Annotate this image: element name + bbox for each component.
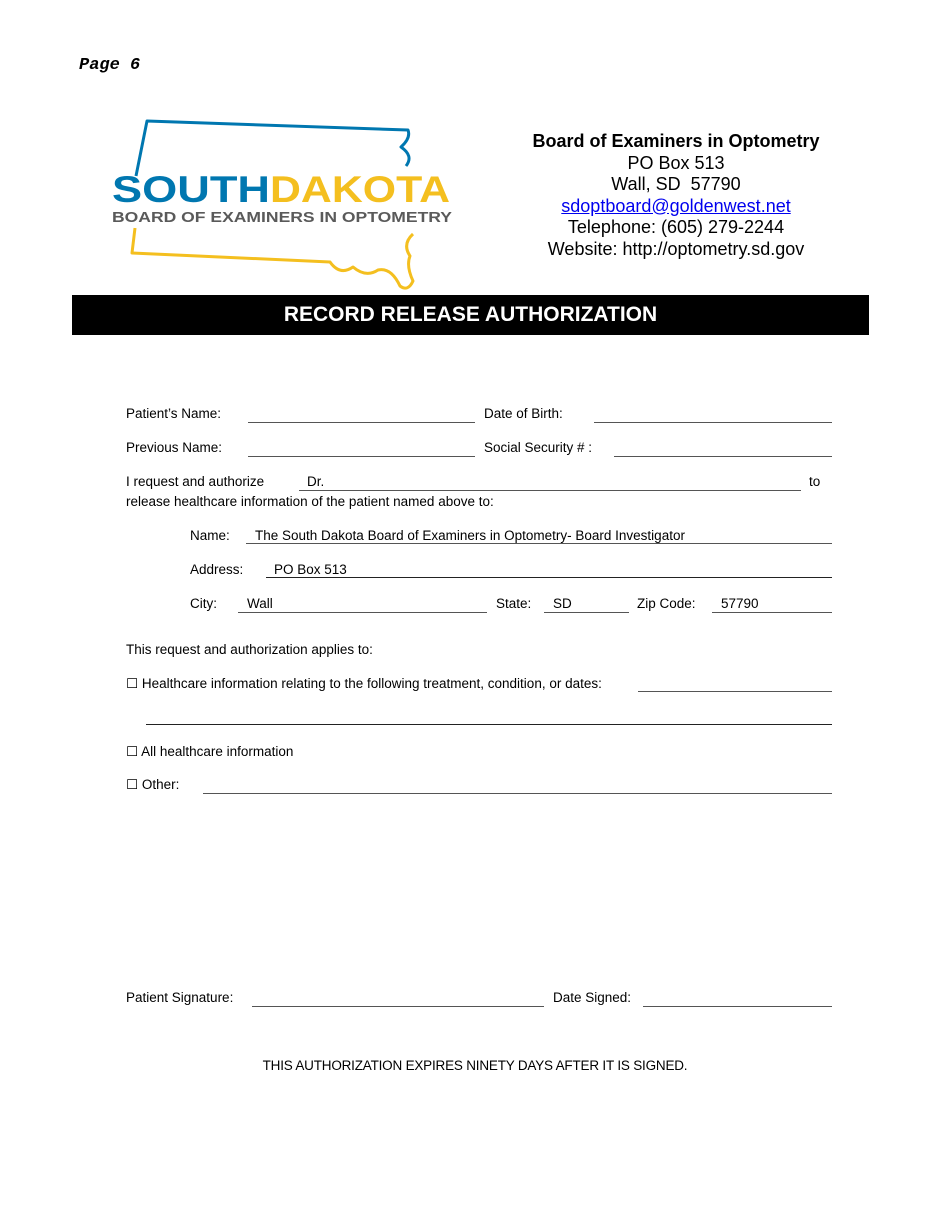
treatment-checkbox-option[interactable]: ☐ Healthcare information relating to the following treatment, condition, or dates: (126, 676, 602, 691)
website: Website: http://optometry.sd.gov (547, 238, 805, 259)
dob-field[interactable] (594, 422, 832, 423)
logo-word-dakota: DAKOTA (270, 169, 450, 210)
zip-field[interactable] (712, 612, 832, 613)
form-title-banner: RECORD RELEASE AUTHORIZATION (72, 295, 869, 335)
doctor-value: Dr. (307, 474, 325, 489)
date-signed-label: Date Signed: (553, 990, 632, 1005)
signature-label: Patient Signature: (126, 990, 234, 1005)
treatment-field[interactable] (638, 691, 832, 692)
zip-value: 57790 (721, 596, 759, 611)
recipient-name-value: The South Dakota Board of Examiners in Optometry- Board Investigator (255, 528, 685, 543)
date-signed-field[interactable] (643, 1006, 832, 1007)
patient-name-label: Patient’s Name: (126, 406, 222, 421)
doctor-field[interactable] (299, 490, 801, 491)
state-outline-logo-graphic (108, 116, 458, 294)
applies-text: This request and authorization applies to: (126, 642, 373, 657)
all-info-checkbox-option[interactable]: ☐ All healthcare information (126, 744, 294, 759)
ssn-label: Social Security # : (484, 440, 593, 455)
signature-field[interactable] (252, 1006, 544, 1007)
city-label: City: (190, 596, 217, 611)
city-state-zip: Wall, SD 57790 (611, 174, 741, 194)
ssn-field[interactable] (614, 456, 832, 457)
telephone: Telephone: (605) 279-2244 (567, 217, 785, 237)
south-dakota-logo (108, 116, 458, 294)
state-field[interactable] (544, 612, 629, 613)
treatment-field-continued[interactable] (146, 724, 832, 725)
contact-block (520, 131, 832, 260)
board-name: Board of Examiners in Optometry (532, 131, 820, 151)
state-label: State: (496, 596, 532, 611)
dob-label: Date of Birth: (484, 406, 563, 421)
other-checkbox-option[interactable]: ☐ Other: (126, 777, 180, 792)
city-value: Wall (247, 596, 273, 611)
address-field[interactable] (266, 577, 832, 578)
email-link[interactable]: sdoptboard@goldenwest.net (561, 195, 791, 216)
release-text: release healthcare information of the patient named above to: (126, 494, 494, 509)
zip-label: Zip Code: (637, 596, 696, 611)
po-box: PO Box 513 (627, 152, 725, 173)
state-value: SD (553, 596, 572, 611)
page-number: Page 6 (79, 56, 141, 75)
address-value: PO Box 513 (274, 562, 347, 577)
other-field[interactable] (203, 793, 832, 794)
recipient-name-label: Name: (190, 528, 230, 543)
expiration-notice: THIS AUTHORIZATION EXPIRES NINETY DAYS AFTER IT IS SIGNED. (262, 1058, 688, 1073)
to-label: to (809, 474, 821, 489)
recipient-name-field[interactable] (246, 543, 832, 544)
request-label: I request and authorize (126, 474, 265, 489)
previous-name-field[interactable] (248, 456, 475, 457)
patient-name-field[interactable] (248, 422, 475, 423)
address-label: Address: (190, 562, 244, 577)
logo-word-south: SOUTH (112, 169, 270, 210)
logo-subtitle: BOARD OF EXAMINERS IN OPTOMETRY (112, 210, 453, 226)
city-field[interactable] (238, 612, 487, 613)
previous-name-label: Previous Name: (126, 440, 223, 455)
